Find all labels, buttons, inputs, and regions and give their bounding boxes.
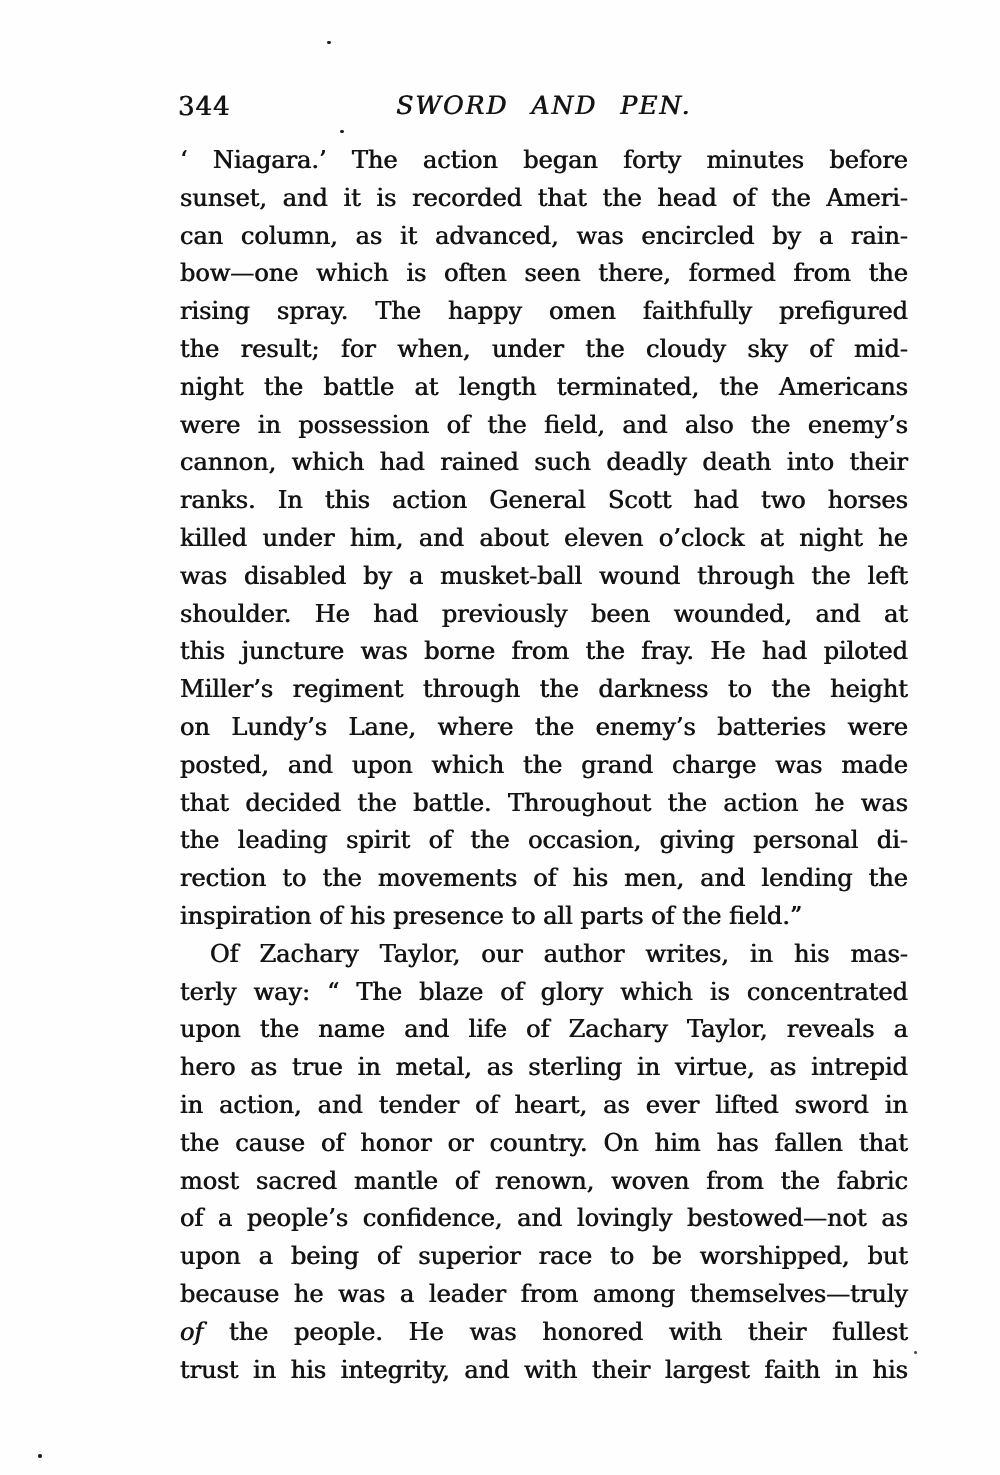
text-line: upon the name and life of Zachary Taylor, reveals a (180, 1015, 908, 1044)
text-line: posted, and upon which the grand charge was made (180, 750, 908, 779)
text-line: trust in his integrity, and with their largest faith in his (180, 1355, 908, 1384)
scan-speck (327, 41, 331, 44)
text-line: cannon, which had rained such deadly death into their (180, 448, 908, 477)
text-line: in action, and tender of heart, as ever lifted sword in (180, 1090, 908, 1119)
italic-word: of (180, 1317, 204, 1346)
scan-speck (914, 1351, 917, 1354)
text-line: hero as true in metal, as sterling in virtue, as intrepid (180, 1053, 908, 1082)
text-line: can column, as it advanced, was encircled by a rain- (180, 221, 908, 250)
paragraph-1 (180, 142, 908, 936)
text-line: on Lundy’s Lane, where the enemy’s batteries were (180, 712, 908, 741)
text-line: ranks. In this action General Scott had two horses (180, 486, 908, 515)
text-line (180, 1314, 908, 1352)
text-line: rising spray. The happy omen faithfully prefigured (180, 297, 908, 326)
text-line: Of Zachary Taylor, our author writes, in his mas- (210, 939, 908, 968)
text-line: most sacred mantle of renown, woven from the fabric (180, 1166, 908, 1195)
paragraph-2 (180, 936, 908, 1390)
text-line: bow—one which is often seen there, formed from the (180, 259, 908, 288)
text-line: terly way: “ The blaze of glory which is concentrated (180, 977, 908, 1006)
text-line: inspiration of his presence to all parts of the field.” (180, 901, 803, 930)
text-line: upon a being of superior race to be worshipped, but (180, 1242, 908, 1271)
body-text (180, 142, 908, 1389)
text-line: ‘ Niagara.’ The action began forty minutes before (180, 146, 908, 174)
text-line: were in possession of the field, and also the enemy’s (180, 410, 908, 439)
text-line: night the battle at length terminated, the Americans (180, 372, 908, 401)
line-rest: the people. He was honored with their fullest (203, 1317, 908, 1346)
running-title: SWORD AND PEN. (396, 91, 692, 120)
text-line: shoulder. He had previously been wounded, and at (180, 599, 908, 628)
scan-speck (38, 1454, 42, 1458)
text-line: Miller’s regiment through the darkness to the height (180, 675, 908, 704)
text-line: sunset, and it is recorded that the head of the Ameri- (180, 183, 908, 212)
text-line: of a people’s confidence, and lovingly bestowed—not as (180, 1204, 908, 1233)
page-number: 344 (178, 92, 231, 122)
text-line: because he was a leader from among themselves—truly (180, 1279, 908, 1308)
text-line: killed under him, and about eleven o’clock at night he (180, 523, 908, 552)
text-line: the leading spirit of the occasion, giving personal di- (180, 826, 908, 855)
text-line: the result; for when, under the cloudy sky of mid- (180, 334, 908, 363)
text-line: this juncture was borne from the fray. He had piloted (180, 637, 908, 666)
text-line: that decided the battle. Throughout the action he was (180, 788, 908, 817)
text-line: the cause of honor or country. On him has fallen that (180, 1128, 908, 1157)
text-line: was disabled by a musket-ball wound through the left (180, 561, 908, 590)
scan-speck (340, 130, 344, 133)
text-line: rection to the movements of his men, and lending the (180, 864, 908, 893)
